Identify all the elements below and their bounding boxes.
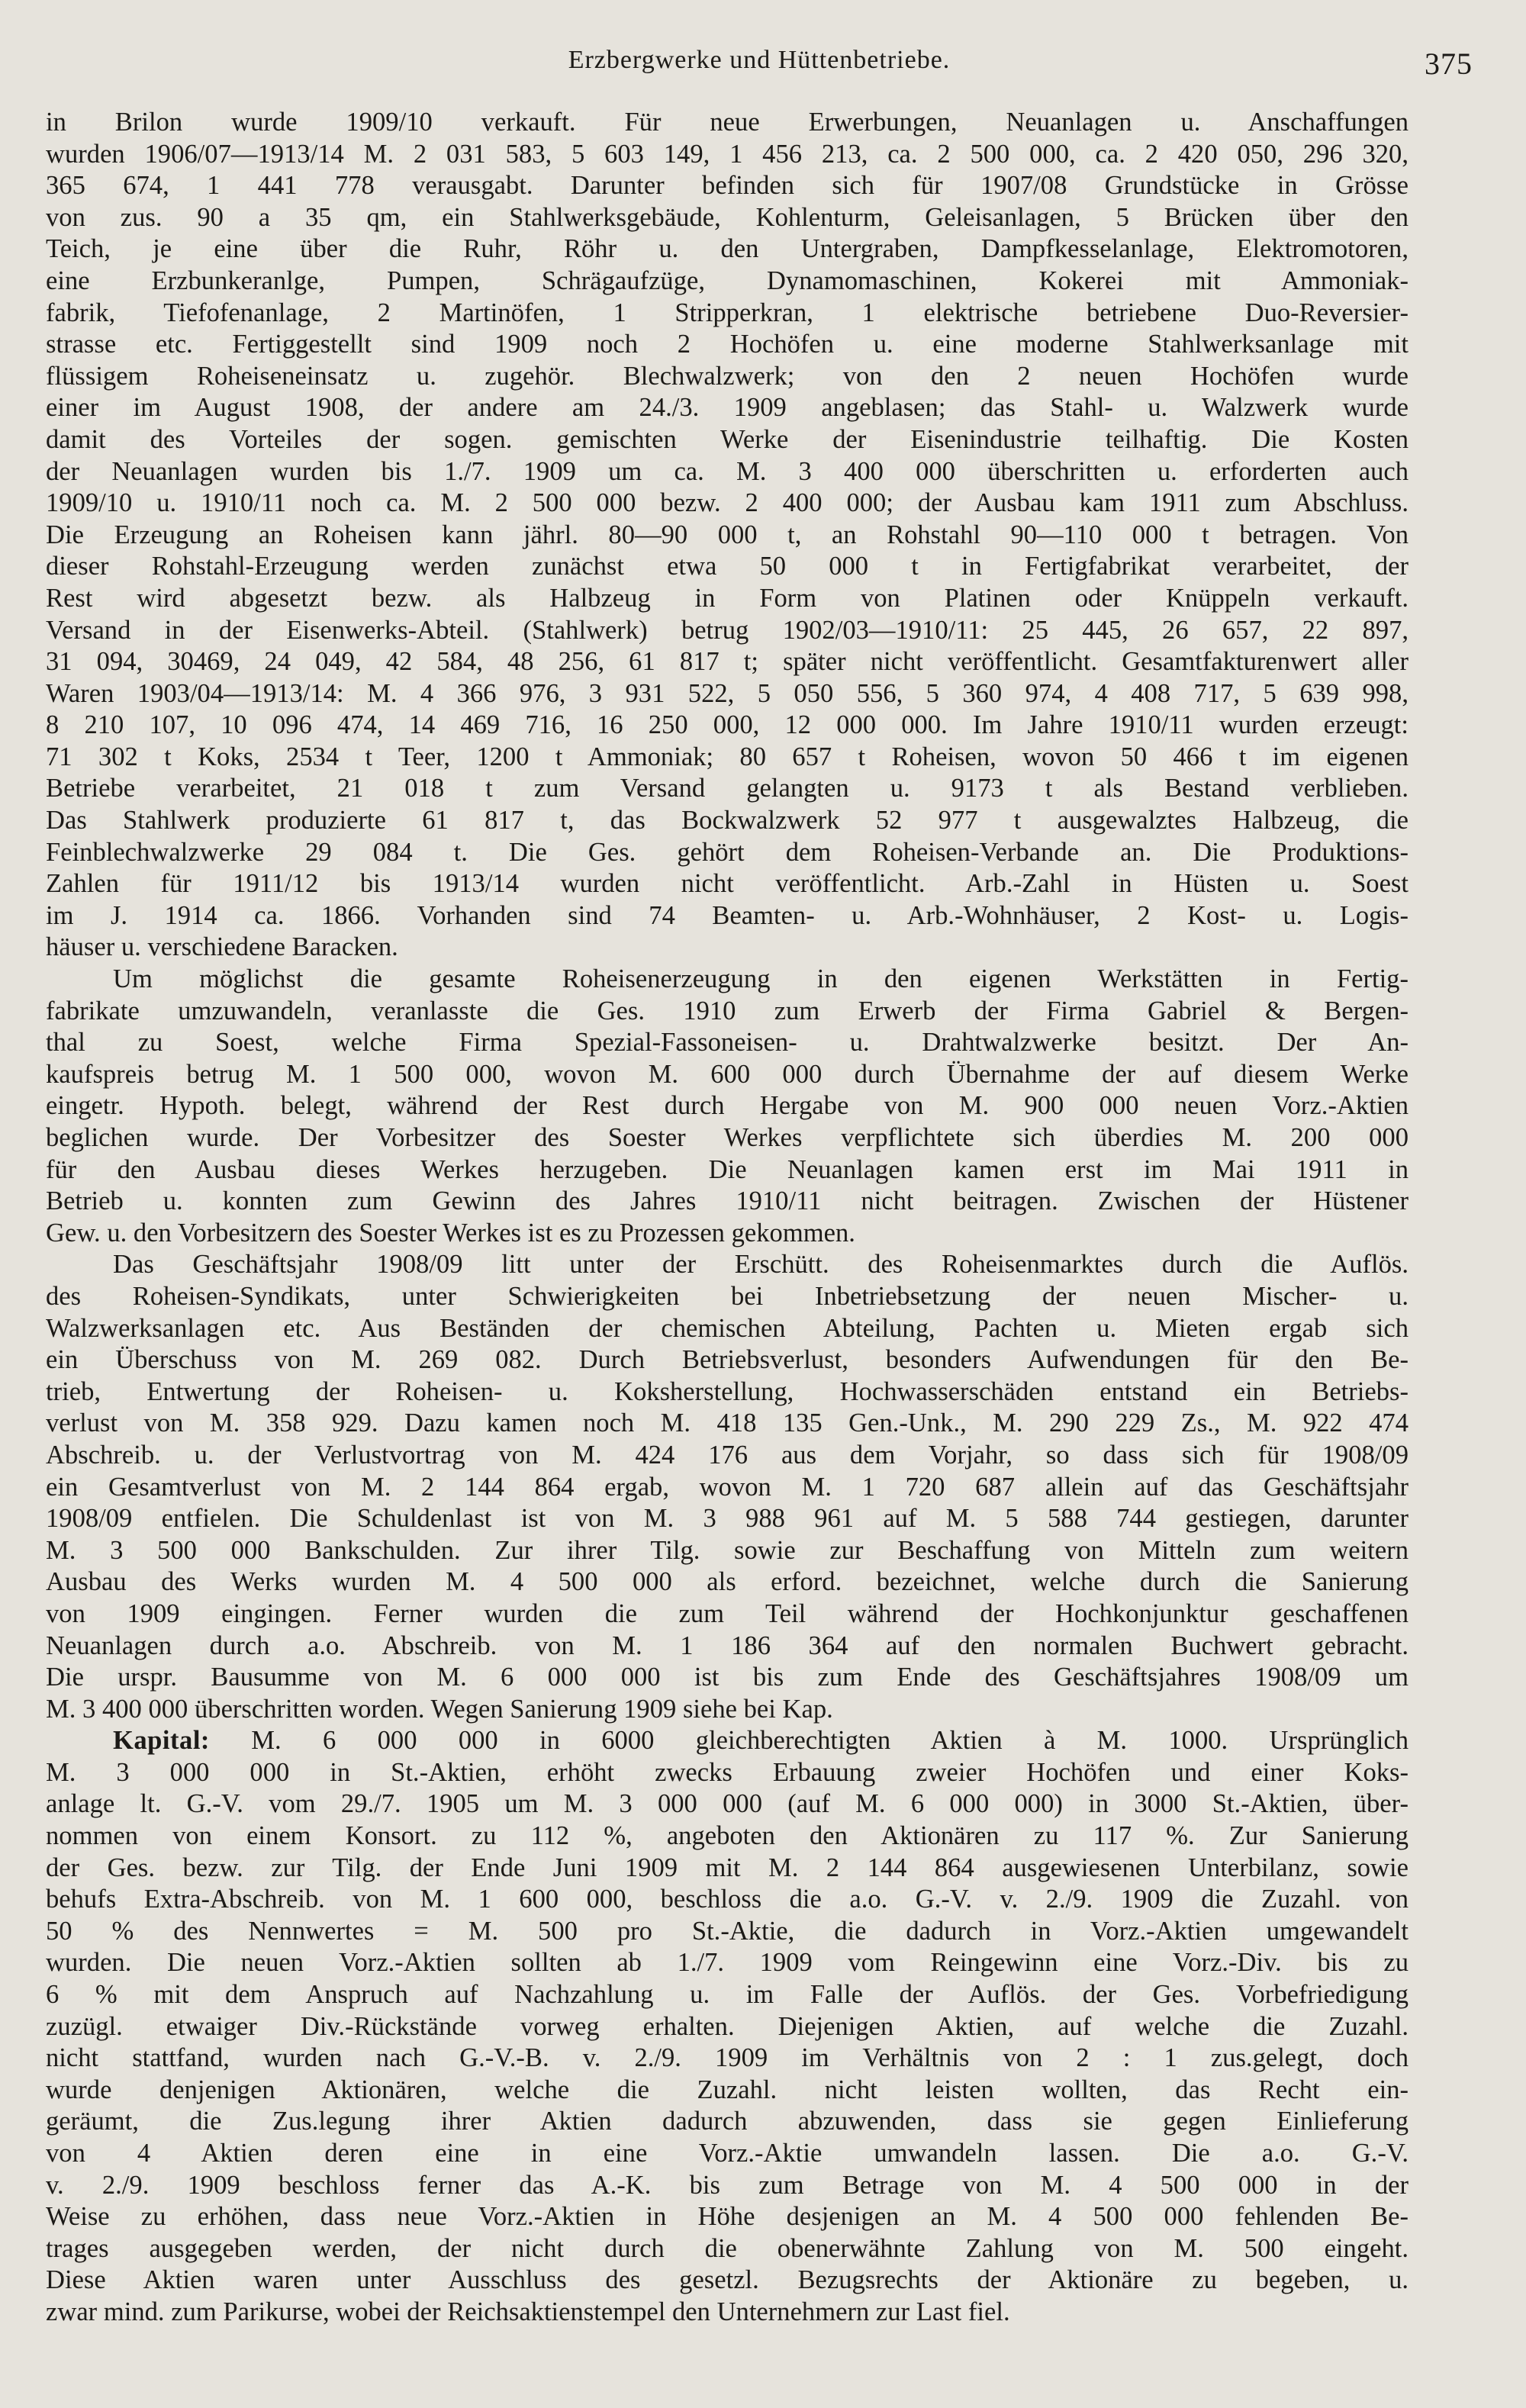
line-text: Weise zu erhöhen, dass neue Vorz.-Aktien in Höhe desjenigen an M. 4 500 000 fehlenden Be- [46, 2202, 1408, 2232]
text-line [46, 1313, 1408, 1345]
line-text: in Brilon wurde 1909/10 verkauft. Für neue Erwerbungen, Neuanlagen u. Anschaffungen [46, 108, 1408, 137]
line-text: trieb, Entwertung der Roheisen- u. Koksherstellung, Hochwasserschäden entstand ein Betriebs- [46, 1376, 1408, 1406]
line-text: eingetr. Hypoth. belegt, während der Rest durch Hergabe von M. 900 000 neuen Vorz.-Aktien [46, 1091, 1408, 1121]
line-text: der Ges. bezw. zur Tilg. der Ende Juni 1909 mit M. 2 144 864 ausgewiesenen Unterbilanz, sowie [46, 1853, 1408, 1882]
line-text: thal zu Soest, welche Firma Spezial-Fassoneisen- u. Drahtwalzwerke besitzt. Der An- [46, 1028, 1408, 1058]
line-text: damit des Vorteiles der sogen. gemischten Werke der Eisenindustrie teilhaftig. Die Kosten [46, 424, 1408, 454]
line-text: wurden. Die neuen Vorz.-Aktien sollten ab 1./7. 1909 vom Reingewinn eine Vorz.-Div. bis zu [46, 1948, 1408, 1978]
line-text: 50 % des Nennwertes = M. 500 pro St.-Aktie, die dadurch in Vorz.-Aktien umgewandelt [46, 1916, 1408, 1946]
body-text [46, 107, 1408, 2329]
text-line [46, 1631, 1408, 1663]
text-line [46, 1853, 1408, 1885]
text-line [46, 900, 1408, 932]
section-label: Kapital: [113, 1726, 210, 1756]
line-text: Teich, je eine über die Ruhr, Röhr u. den Untergraben, Dampfkesselanlage, Elektromotoren, [46, 234, 1408, 264]
running-header [46, 46, 1473, 92]
line-text: behufs Extra-Abschreib. von M. 1 600 000, beschloss die a.o. G.-V. v. 2./9. 1909 die Zuzahl. von [46, 1885, 1408, 1914]
line-text: Walzwerksanlagen etc. Aus Beständen der chemischen Abteilung, Pachten u. Mieten ergab sich [46, 1313, 1408, 1343]
text-line [46, 1440, 1408, 1472]
text-line [46, 2170, 1408, 2202]
text-line [46, 678, 1408, 710]
line-text: Diese Aktien waren unter Ausschluss des gesetzl. Bezugsrechts der Aktionäre zu begeben, u. [46, 2265, 1408, 2295]
line-text: 1908/09 entfielen. Die Schuldenlast ist von M. 3 988 961 auf M. 5 588 744 gestiegen, darunter [46, 1504, 1408, 1534]
text-line [46, 329, 1408, 361]
line-text: Ausbau des Werks wurden M. 4 500 000 als erford. bezeichnet, welche durch die Sanierung [46, 1567, 1408, 1597]
text-line [46, 1059, 1408, 1091]
text-line [46, 456, 1408, 488]
text-line [46, 2138, 1408, 2170]
paragraph-2 [46, 964, 1408, 1249]
text-line [46, 551, 1408, 583]
text-line [46, 964, 1408, 996]
text-line [46, 646, 1408, 678]
line-text: fabrikate umzuwandeln, veranlasste die Ges. 1910 zum Erwerb der Firma Gabriel & Bergen- [46, 996, 1408, 1025]
line-text: Neuanlagen durch a.o. Abschreib. von M. 1 186 364 auf den normalen Buchwert gebracht. [46, 1631, 1408, 1660]
text-line [46, 2011, 1408, 2043]
line-text: 31 094, 30469, 24 049, 42 584, 48 256, 61 817 t; später nicht veröffentlicht. Gesamtfakturenwert aller [46, 647, 1408, 677]
text-line [46, 1408, 1408, 1440]
text-line [46, 233, 1408, 266]
line-text: 365 674, 1 441 778 verausgabt. Darunter befinden sich für 1907/08 Grundstücke in Grösse [46, 171, 1408, 201]
text-line [46, 1535, 1408, 1567]
line-text: Um möglichst die gesamte Roheisenerzeugung in den eigenen Werkstätten in Fertig- [113, 964, 1408, 994]
text-line [46, 424, 1408, 456]
text-line [46, 773, 1408, 805]
line-text: der Neuanlagen wurden bis 1./7. 1909 um ca. M. 3 400 000 überschritten u. erforderten auch [46, 456, 1408, 486]
text-line [46, 1820, 1408, 1853]
line-text: Betriebe verarbeitet, 21 018 t zum Versand gelangten u. 9173 t als Bestand verblieben. [46, 774, 1408, 803]
text-line [46, 1979, 1408, 2011]
line-text: häuser u. verschiedene Baracken. [46, 932, 398, 962]
text-line [46, 1122, 1408, 1154]
text-line [46, 202, 1408, 234]
text-line [46, 1090, 1408, 1122]
text-line [46, 1757, 1408, 1789]
text-line [46, 1884, 1408, 1916]
line-text: kaufspreis betrug M. 1 500 000, wovon M. 600 000 durch Übernahme der auf diesem Werke [46, 1059, 1408, 1089]
text-line [46, 1947, 1408, 1979]
text-line [46, 1503, 1408, 1535]
paragraph-4 [46, 1725, 1408, 2328]
text-line [46, 1218, 1408, 1250]
line-text: Das Stahlwerk produzierte 61 817 t, das Bockwalzwerk 52 977 t ausgewalztes Halbzeug, die [46, 806, 1408, 835]
line-text: M. 3 400 000 überschritten worden. Wegen Sanierung 1909 siehe bei Kap. [46, 1694, 833, 1724]
line-text: trages ausgegeben werden, der nicht durch die obenerwähnte Zahlung von M. 500 eingeht. [46, 2233, 1408, 2263]
line-text: dieser Rohstahl-Erzeugung werden zunächst etwa 50 000 t in Fertigfabrikat verarbeitet, der [46, 552, 1408, 581]
line-text: M. 6 000 000 in 6000 gleichberechtigten Aktien à M. 1000. Ursprünglich [209, 1726, 1408, 1756]
text-line [46, 2297, 1408, 2329]
text-line [46, 1916, 1408, 1948]
line-text: verlust von M. 358 929. Dazu kamen noch M. 418 135 Gen.-Unk., M. 290 229 Zs., M. 922 474 [46, 1408, 1408, 1438]
line-text: geräumt, die Zus.legung ihrer Aktien dadurch abzuwenden, dass sie gegen Einlieferung [46, 2107, 1408, 2136]
line-text: im J. 1914 ca. 1866. Vorhanden sind 74 Beamten- u. Arb.-Wohnhäuser, 2 Kost- u. Logis- [46, 900, 1408, 930]
line-text: Feinblechwalzwerke 29 084 t. Die Ges. gehört dem Roheisen-Verbande an. Die Produktions- [46, 837, 1408, 867]
line-text: von 1909 eingingen. Ferner wurden die zum Teil während der Hochkonjunktur geschaffenen [46, 1598, 1408, 1628]
line-text: fabrik, Tiefofenanlage, 2 Martinöfen, 1 Stripperkran, 1 elektrische betriebene Duo-Reversier- [46, 298, 1408, 327]
text-line [46, 583, 1408, 615]
line-text: ein Gesamtverlust von M. 2 144 864 ergab, wovon M. 1 720 687 allein auf das Geschäftsjahr [46, 1472, 1408, 1502]
text-line [46, 1725, 1408, 1757]
text-line [46, 996, 1408, 1028]
text-line [46, 392, 1408, 424]
text-line [46, 361, 1408, 393]
text-line [46, 2106, 1408, 2138]
line-text: einer im August 1908, der andere am 24./3. 1909 angeblasen; das Stahl- u. Walzwerk wurde [46, 393, 1408, 423]
text-line [46, 1344, 1408, 1376]
text-line [46, 868, 1408, 900]
line-text: zuzügl. etwaiger Div.-Rückstände vorweg erhalten. Diejenigen Aktien, auf welche die Zuzahl. [46, 2011, 1408, 2041]
text-line [46, 1566, 1408, 1598]
text-line [46, 170, 1408, 202]
text-line [46, 107, 1408, 139]
line-text: Die Erzeugung an Roheisen kann jährl. 80—90 000 t, an Rohstahl 90—110 000 t betragen. Von [46, 520, 1408, 549]
text-line [46, 2075, 1408, 2107]
line-text: M. 3 000 000 in St.-Aktien, erhöht zwecks Erbauung zweier Hochöfen und einer Koks- [46, 1757, 1408, 1787]
line-text: Die urspr. Bausumme von M. 6 000 000 ist bis zum Ende des Geschäftsjahres 1908/09 um [46, 1663, 1408, 1692]
paragraph-1 [46, 107, 1408, 964]
line-text: M. 3 500 000 Bankschulden. Zur ihrer Tilg. sowie zur Beschaffung von Mitteln zum weitern [46, 1535, 1408, 1565]
line-text: Das Geschäftsjahr 1908/09 litt unter der Erschütt. des Roheisenmarktes durch die Auflös. [113, 1250, 1408, 1280]
header-title: Erzbergwerke und Hüttenbetriebe. [568, 46, 951, 74]
text-line [46, 1472, 1408, 1504]
line-text: strasse etc. Fertiggestellt sind 1909 noch 2 Hochöfen u. eine moderne Stahlwerksanlage mit [46, 330, 1408, 359]
line-text: 71 302 t Koks, 2534 t Teer, 1200 t Ammoniak; 80 657 t Roheisen, wovon 50 466 t im eigenen [46, 742, 1408, 771]
line-text: Gew. u. den Vorbesitzern des Soester Werkes ist es zu Prozessen gekommen. [46, 1218, 855, 1247]
line-text: Betrieb u. konnten zum Gewinn des Jahres 1910/11 nicht beitragen. Zwischen der Hüstener [46, 1186, 1408, 1216]
line-text: 8 210 107, 10 096 474, 14 469 716, 16 250 000, 12 000 000. Im Jahre 1910/11 wurden erzeugt: [46, 710, 1408, 740]
line-text: wurde denjenigen Aktionären, welche die Zuzahl. nicht leisten wollten, das Recht ein- [46, 2075, 1408, 2104]
text-line [46, 1788, 1408, 1820]
paragraph-3 [46, 1249, 1408, 1725]
line-text: von zus. 90 a 35 qm, ein Stahlwerksgebäude, Kohlenturm, Geleisanlagen, 5 Brücken über den [46, 202, 1408, 232]
text-line [46, 615, 1408, 647]
text-line [46, 488, 1408, 520]
line-text: für den Ausbau dieses Werkes herzugeben. Die Neuanlagen kamen erst im Mai 1911 in [46, 1154, 1408, 1184]
text-line [46, 2233, 1408, 2265]
line-text: ein Überschuss von M. 269 082. Durch Betriebsverlust, besonders Aufwendungen für den Be- [46, 1345, 1408, 1375]
text-line [46, 1376, 1408, 1408]
line-text: nommen von einem Konsort. zu 112 %, angeboten den Aktionären zu 117 %. Zur Sanierung [46, 1821, 1408, 1851]
text-line [46, 139, 1408, 171]
line-text: Waren 1903/04—1913/14: M. 4 366 976, 3 931 522, 5 050 556, 5 360 974, 4 408 717, 5 639 998, [46, 678, 1408, 708]
text-line [46, 1154, 1408, 1186]
text-line [46, 1027, 1408, 1059]
text-line [46, 520, 1408, 552]
text-line [46, 2043, 1408, 2075]
text-line [46, 2265, 1408, 2297]
text-line [46, 805, 1408, 837]
text-line [46, 266, 1408, 298]
text-line [46, 1281, 1408, 1313]
line-text: Zahlen für 1911/12 bis 1913/14 wurden nicht veröffentlicht. Arb.-Zahl in Hüsten u. Soest [46, 869, 1408, 899]
text-line [46, 837, 1408, 869]
line-text: Rest wird abgesetzt bezw. als Halbzeug in Form von Platinen oder Knüppeln verkauft. [46, 583, 1408, 613]
line-text: des Roheisen-Syndikats, unter Schwierigkeiten bei Inbetriebsetzung der neuen Mischer- u. [46, 1281, 1408, 1311]
line-text: anlage lt. G.-V. vom 29./7. 1905 um M. 3 000 000 (auf M. 6 000 000) in 3000 St.-Aktien, über- [46, 1789, 1408, 1819]
page-number: 375 [1425, 47, 1473, 81]
line-text: Versand in der Eisenwerks-Abteil. (Stahlwerk) betrug 1902/03—1910/11: 25 445, 26 657, 22 897, [46, 615, 1408, 645]
text-line [46, 1186, 1408, 1218]
line-text: flüssigem Roheiseneinsatz u. zugehör. Blechwalzwerk; von den 2 neuen Hochöfen wurde [46, 361, 1408, 391]
text-line [46, 1249, 1408, 1281]
text-line [46, 1662, 1408, 1694]
text-line [46, 2201, 1408, 2233]
text-line [46, 742, 1408, 774]
line-text: eine Erzbunkeranlge, Pumpen, Schrägaufzüge, Dynamomaschinen, Kokerei mit Ammoniak- [46, 266, 1408, 295]
text-line [46, 1694, 1408, 1726]
line-text: Abschreib. u. der Verlustvortrag von M. 424 176 aus dem Vorjahr, so dass sich für 1908/09 [46, 1440, 1408, 1470]
line-text: zwar mind. zum Parikurse, wobei der Reichsaktienstempel den Unternehmern zur Last fiel. [46, 2297, 1010, 2326]
text-line [46, 710, 1408, 742]
line-text: beglichen wurde. Der Vorbesitzer des Soester Werkes verpflichtete sich überdies M. 200 000 [46, 1123, 1408, 1152]
line-text: von 4 Aktien deren eine in eine Vorz.-Aktie umwandeln lassen. Die a.o. G.-V. [46, 2139, 1408, 2168]
line-text: 1909/10 u. 1910/11 noch ca. M. 2 500 000 bezw. 2 400 000; der Ausbau kam 1911 zum Abschluss. [46, 488, 1408, 518]
text-line [46, 1598, 1408, 1631]
text-line [46, 932, 1408, 964]
line-text: nicht stattfand, wurden nach G.-V.-B. v. 2./9. 1909 im Verhältnis von 2 : 1 zus.gelegt, doch [46, 2043, 1408, 2073]
text-line [46, 298, 1408, 330]
line-text: 6 % mit dem Anspruch auf Nachzahlung u. im Falle der Auflös. der Ges. Vorbefriedigung [46, 1980, 1408, 2010]
line-text: wurden 1906/07—1913/14 M. 2 031 583, 5 603 149, 1 456 213, ca. 2 500 000, ca. 2 420 050, 296 320, [46, 139, 1408, 169]
line-text: v. 2./9. 1909 beschloss ferner das A.-K. bis zum Betrage von M. 4 500 000 in der [46, 2170, 1408, 2200]
